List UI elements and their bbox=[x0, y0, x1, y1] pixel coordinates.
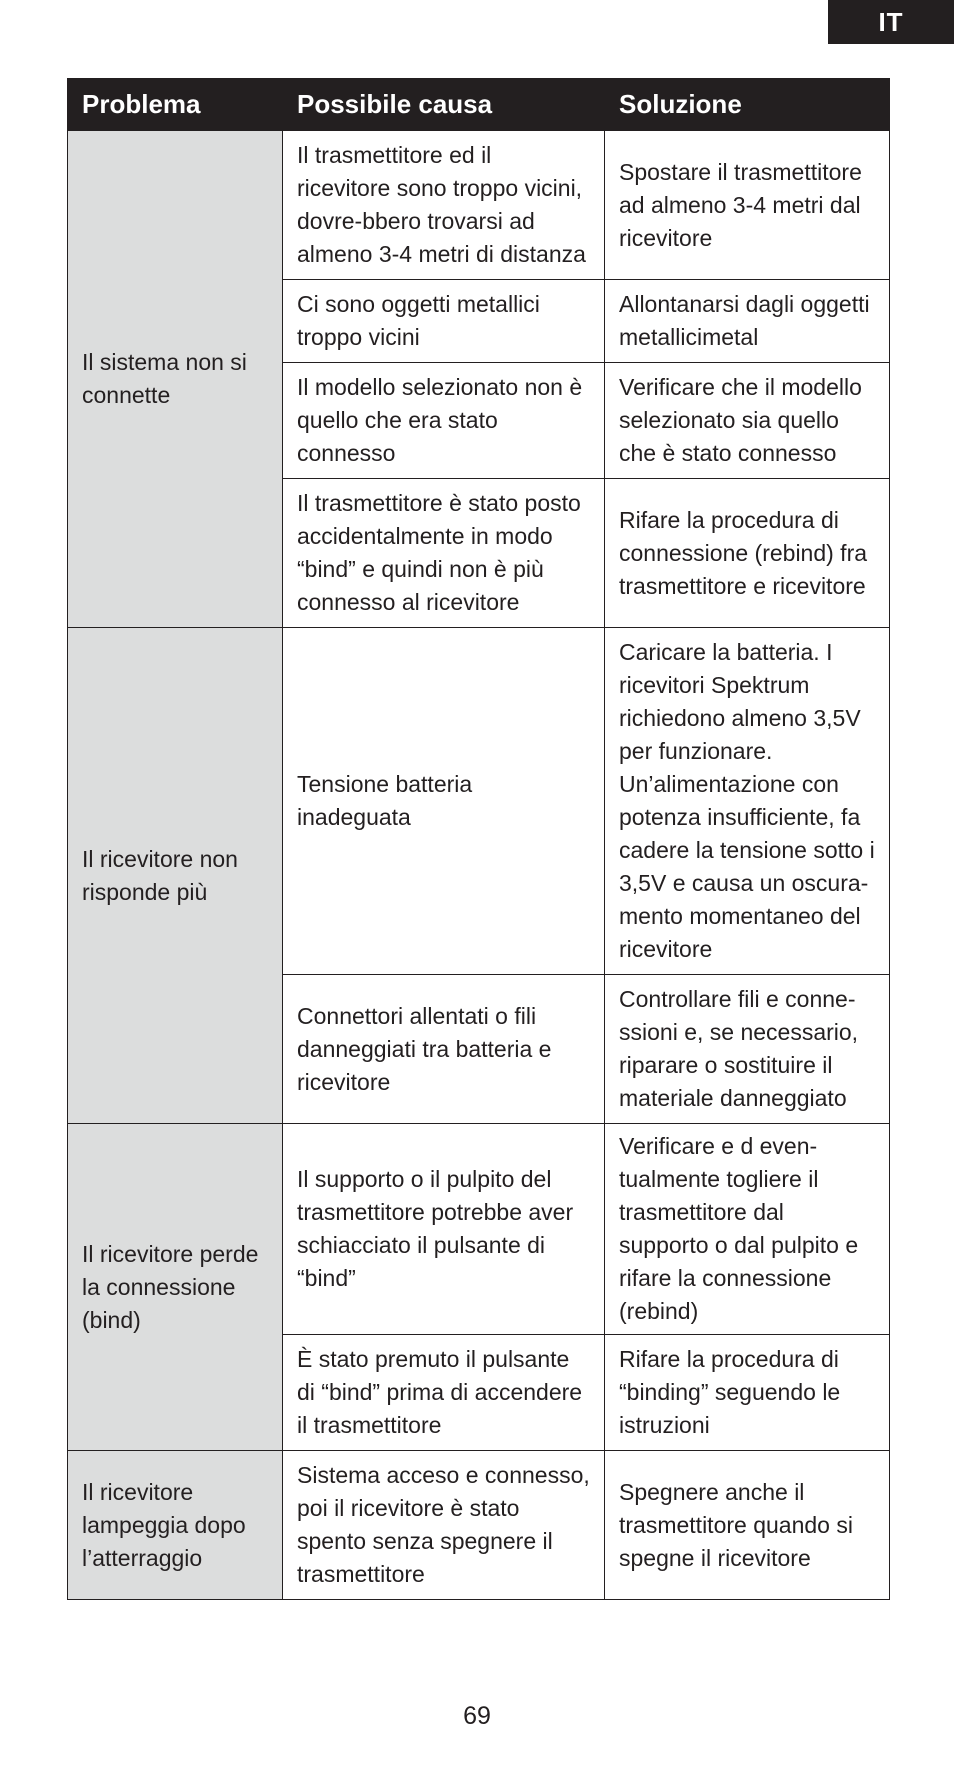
solution-cell: Verificare che il modello selezionato sia quello che è stato connesso bbox=[605, 363, 890, 479]
cause-cell: Il trasmettitore ed il ricevitore sono troppo vicini, dovre-bbero trovarsi ad almeno 3-4 metri di distanza bbox=[283, 131, 605, 280]
header-problema: Problema bbox=[68, 79, 283, 131]
problem-cell: Il ricevitore lampeggia dopo l’atterraggio bbox=[68, 1451, 283, 1600]
solution-cell: Spostare il trasmettitore ad almeno 3-4 metri dal ricevitore bbox=[605, 131, 890, 280]
troubleshooting-table bbox=[67, 78, 890, 1600]
solution-cell: Rifare la procedura di “binding” seguendo le istruzioni bbox=[605, 1335, 890, 1451]
problem-cell: Il ricevitore non risponde più bbox=[68, 628, 283, 1124]
language-tab: IT bbox=[828, 0, 954, 44]
header-soluzione: Soluzione bbox=[605, 79, 890, 131]
problem-cell: Il ricevitore perde la connessione (bind) bbox=[68, 1124, 283, 1451]
cause-cell: Tensione batteria inadeguata bbox=[283, 628, 605, 975]
cause-cell: Ci sono oggetti metallici troppo vicini bbox=[283, 280, 605, 363]
solution-cell: Verificare e d even-tualmente togliere il trasmettitore dal supporto o dal pulpito e rifare la connessione (rebind) bbox=[605, 1124, 890, 1335]
solution-cell: Caricare la batteria. I ricevitori Spektrum richiedono almeno 3,5V per funzionare. Un’alimentazione con potenza insufficiente, fa cadere la tensione sotto i 3,5V e causa un oscura-mento momentaneo del ricevitore bbox=[605, 628, 890, 975]
table-row bbox=[68, 1124, 890, 1335]
table-row bbox=[68, 1451, 890, 1600]
cause-cell: Il trasmettitore è stato posto accidentalmente in modo “bind” e quindi non è più connesso al ricevitore bbox=[283, 479, 605, 628]
solution-cell: Controllare fili e conne-ssioni e, se necessario, riparare o sostituire il materiale danneggiato bbox=[605, 975, 890, 1124]
cause-cell: Sistema acceso e connesso, poi il ricevitore è stato spento senza spegnere il trasmettitore bbox=[283, 1451, 605, 1600]
table-row bbox=[68, 131, 890, 280]
header-possibile-causa: Possibile causa bbox=[283, 79, 605, 131]
solution-cell: Spegnere anche il trasmettitore quando si spegne il ricevitore bbox=[605, 1451, 890, 1600]
cause-cell: Il supporto o il pulpito del trasmettitore potrebbe aver schiacciato il pulsante di “bind” bbox=[283, 1124, 605, 1335]
table-header-row bbox=[68, 79, 890, 131]
cause-cell: Connettori allentati o fili danneggiati tra batteria e ricevitore bbox=[283, 975, 605, 1124]
cause-cell: Il modello selezionato non è quello che era stato connesso bbox=[283, 363, 605, 479]
solution-cell: Allontanarsi dagli oggetti metallicimetal bbox=[605, 280, 890, 363]
page-number: 69 bbox=[463, 1702, 491, 1730]
problem-cell: Il sistema non si connette bbox=[68, 131, 283, 628]
table-row bbox=[68, 628, 890, 975]
solution-cell: Rifare la procedura di connessione (rebind) fra trasmettitore e ricevitore bbox=[605, 479, 890, 628]
cause-cell: È stato premuto il pulsante di “bind” prima di accendere il trasmettitore bbox=[283, 1335, 605, 1451]
